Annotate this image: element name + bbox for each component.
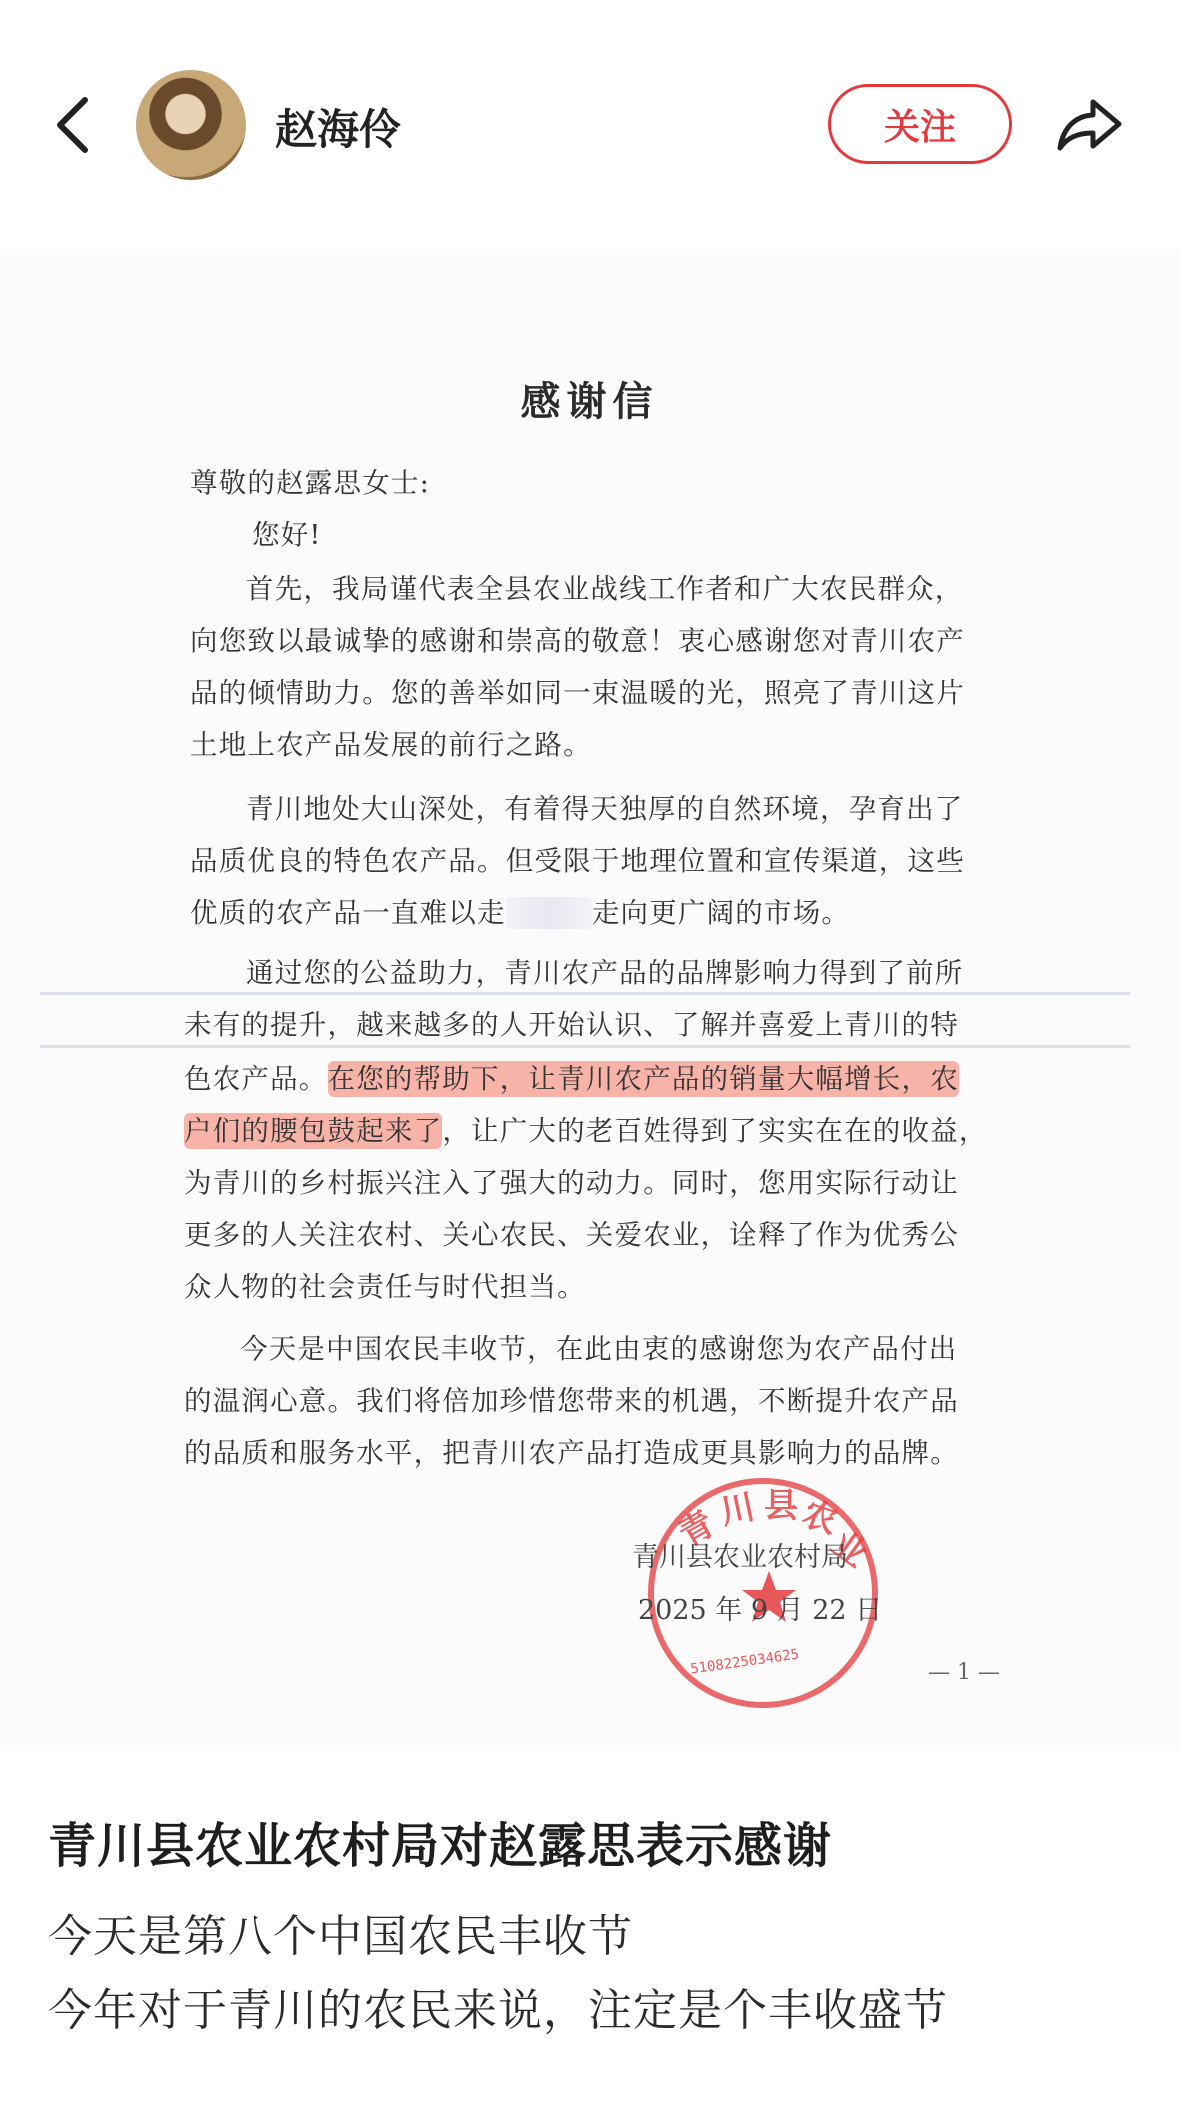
username[interactable]: 赵海伶 bbox=[275, 105, 402, 154]
page-number: — 1 — bbox=[928, 1660, 1000, 1685]
share-button[interactable] bbox=[1055, 88, 1125, 158]
scan-band bbox=[40, 992, 1130, 995]
post-body-line: 今年对于青川的农民来说，注定是个丰收盛节 bbox=[48, 1985, 948, 2036]
letter-line: 土地上农产品发展的前行之路。 bbox=[190, 729, 592, 761]
letter-line: 今天是中国农民丰收节，在此由衷的感谢您为农产品付出 bbox=[240, 1333, 958, 1365]
letter-line: 未有的提升，越来越多的人开始认识、了解并喜爱上青川的特 bbox=[184, 1009, 959, 1041]
letter-line: 的温润心意。我们将倍加珍惜您带来的机遇，不断提升农产品 bbox=[184, 1385, 959, 1417]
letter-greeting: 您好! bbox=[252, 519, 322, 551]
letter-line: 品质优良的特色农产品。但受限于地理位置和宣传渠道，这些 bbox=[190, 845, 965, 877]
letter-line: 向您致以最诚挚的感谢和崇高的敬意！衷心感谢您对青川农产 bbox=[190, 625, 965, 657]
letter-line-highlight: 户们的腰包鼓起来了，让广大的老百姓得到了实实在在的收益， bbox=[184, 1115, 988, 1147]
stamp-number: 5108225034625 bbox=[689, 1646, 801, 1678]
official-stamp: 青 川 县 农 业 5108225034625 bbox=[648, 1478, 878, 1708]
letter-line: 众人物的社会责任与时代担当。 bbox=[184, 1271, 586, 1303]
letter-line: 通过您的公益助力，青川农产品的品牌影响力得到了前所 bbox=[246, 957, 964, 989]
scan-band bbox=[40, 1045, 1130, 1048]
letter-salutation: 尊敬的赵露思女士: bbox=[190, 467, 431, 499]
post-body-line: 今天是第八个中国农民丰收节 bbox=[48, 1911, 633, 1962]
highlight-2: 户们的腰包鼓起来了 bbox=[184, 1115, 443, 1147]
signature-org: 青川县农业农村局 bbox=[632, 1542, 848, 1573]
back-button[interactable] bbox=[45, 90, 105, 160]
letter-line-market: 优质的农产品一直难以走 走向更广阔的市场。 bbox=[190, 897, 851, 929]
follow-button[interactable]: 关注 bbox=[828, 84, 1012, 164]
letter-line-highlight: 色农产品。在您的帮助下，让青川农产品的销量大幅增长，农 bbox=[184, 1063, 959, 1095]
letter-image[interactable] bbox=[0, 250, 1179, 1750]
highlight-1: 在您的帮助下，让青川农产品的销量大幅增长，农 bbox=[327, 1063, 959, 1095]
letter-line: 更多的人关注农村、关心农民、关爱农业，诠释了作为优秀公 bbox=[184, 1219, 959, 1251]
letter-title: 感谢信 bbox=[520, 378, 659, 425]
letter-line: 的品质和服务水平，把青川农产品打造成更具影响力的品牌。 bbox=[184, 1437, 959, 1469]
share-arrow-icon bbox=[1055, 88, 1125, 158]
signature-date: 2025 年 9 月 22 日 bbox=[638, 1595, 883, 1626]
post-header bbox=[0, 0, 1179, 250]
avatar[interactable] bbox=[136, 70, 246, 180]
letter-line: 品的倾情助力。您的善举如同一束温暖的光，照亮了青川这片 bbox=[190, 677, 965, 709]
letter-line: 青川地处大山深处，有着得天独厚的自然环境，孕育出了 bbox=[246, 793, 964, 825]
post-title: 青川县农业农村局对赵露思表示感谢 bbox=[48, 1818, 833, 1874]
chevron-left-icon bbox=[45, 90, 105, 160]
letter-line: 为青川的乡村振兴注入了强大的动力。同时，您用实际行动让 bbox=[184, 1167, 959, 1199]
blurred-text bbox=[506, 897, 592, 929]
letter-line: 首先，我局谨代表全县农业战线工作者和广大农民群众， bbox=[246, 573, 964, 605]
